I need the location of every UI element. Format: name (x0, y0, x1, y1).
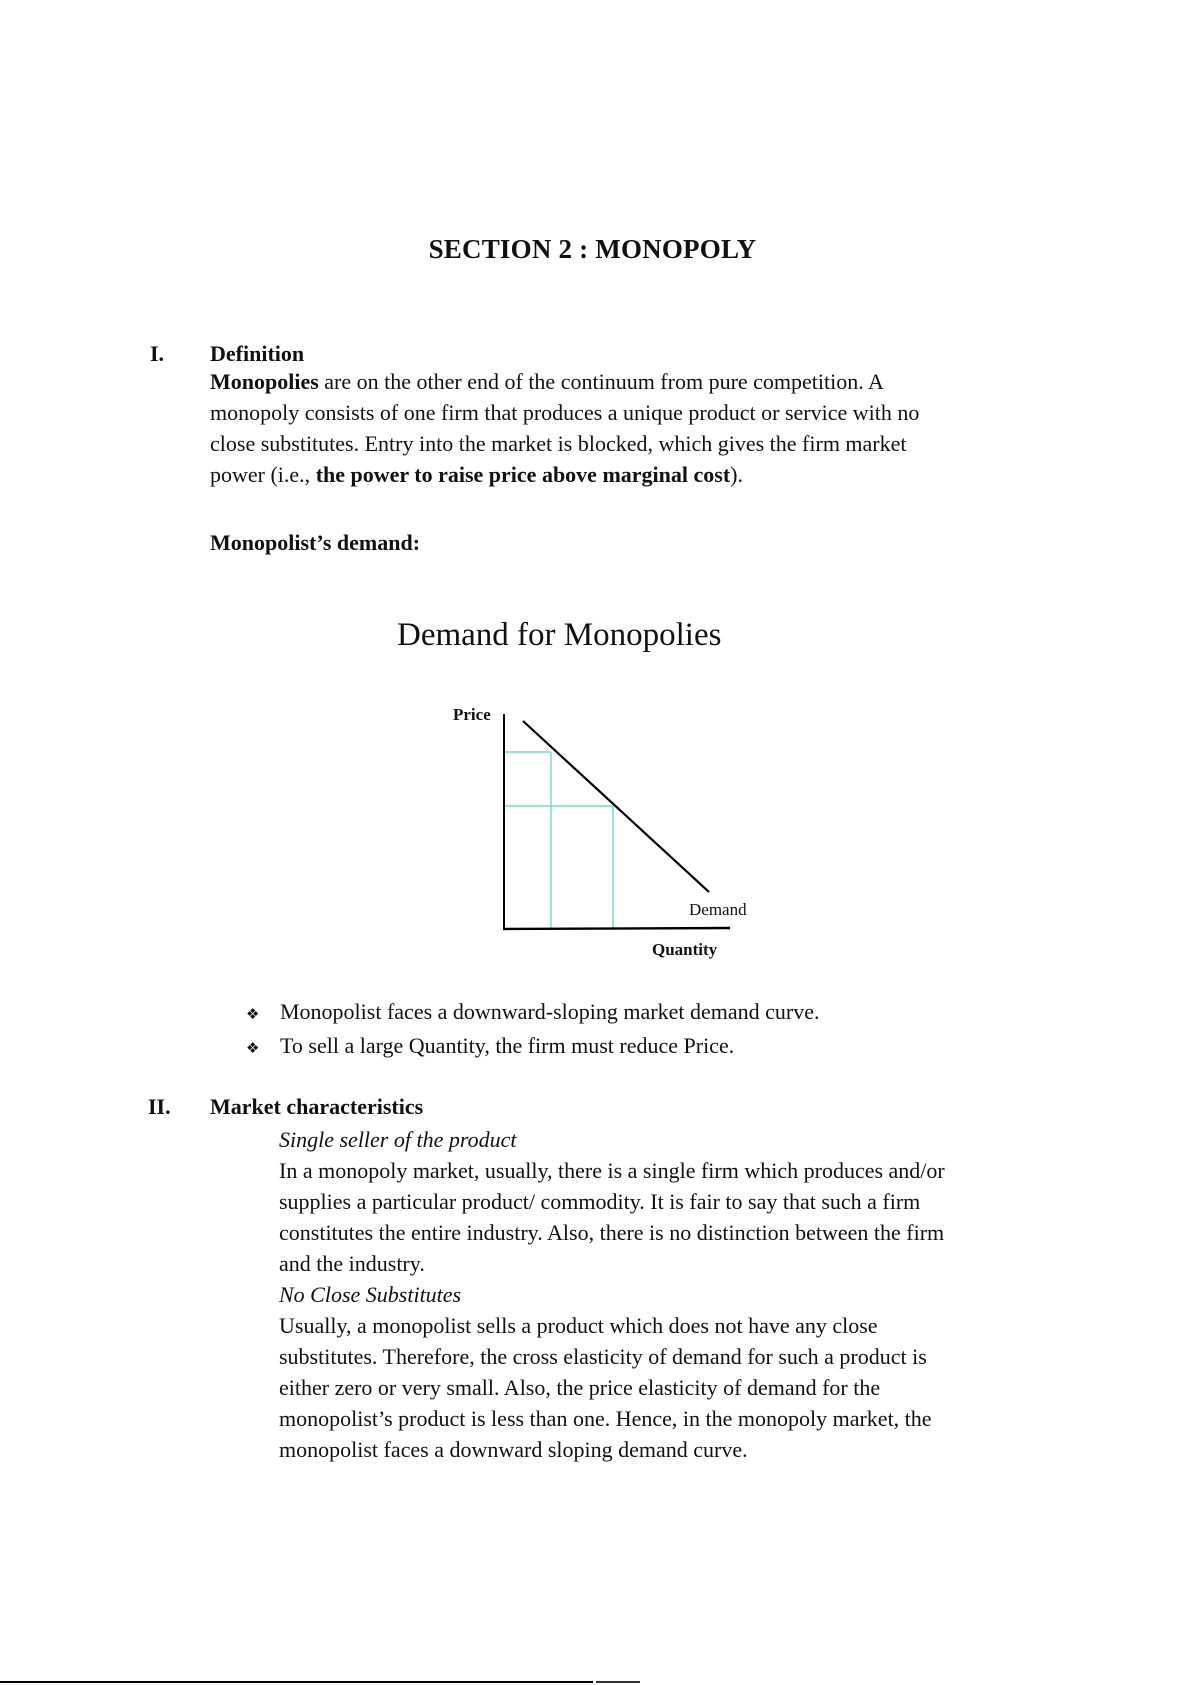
subheading-no-close-substitutes: No Close Substitutes (279, 1282, 462, 1307)
text-line: substitutes. Therefore, the cross elasticity of demand for such a product is (279, 1344, 927, 1369)
page-title: SECTION 2 : MONOPOLY (428, 234, 757, 264)
section-1-heading: Definition (210, 341, 305, 366)
definition-line-2: monopoly consists of one firm that produces a unique product or service with no (210, 400, 920, 425)
bullet-item (246, 1030, 819, 1064)
single-seller-paragraph (279, 1155, 1139, 1279)
four-diamond-bullet-icon: ❖ (246, 1005, 260, 1023)
demand-curve-label: Demand (689, 900, 747, 919)
four-diamond-bullet-icon: ❖ (246, 1039, 260, 1057)
x-axis (503, 928, 730, 929)
bullet-list (246, 996, 819, 1064)
no-close-substitutes-paragraph (279, 1310, 1139, 1465)
footer-mark (596, 1681, 640, 1683)
guide-lines (504, 752, 613, 928)
definition-paragraph (210, 366, 1110, 490)
bullet-item (246, 996, 819, 1030)
definition-line-1: are on the other end of the continuum from pure competition. A (318, 369, 884, 394)
market-power-definition: the power to raise price above marginal cost (315, 462, 731, 487)
section-2-heading: Market characteristics (210, 1094, 424, 1119)
definition-line-3: close substitutes. Entry into the market is blocked, which gives the firm market (210, 431, 907, 456)
demand-chart (440, 690, 780, 970)
x-axis-label: Quantity (652, 940, 718, 959)
text-line: monopolist’s product is less than one. Hence, in the monopoly market, the (279, 1406, 932, 1431)
text-line: supplies a particular product/ commodity. It is fair to say that such a firm (279, 1189, 921, 1214)
monopolies-term: Monopolies (210, 369, 319, 394)
text-line: monopolist faces a downward sloping demand curve. (279, 1437, 748, 1462)
bullet-text: Monopolist faces a downward-sloping market demand curve. (280, 999, 820, 1024)
market-characteristics-body (279, 1124, 1139, 1465)
text-line: In a monopoly market, usually, there is a single firm which produces and/or (279, 1158, 945, 1183)
monopolist-demand-label: Monopolist’s demand: (210, 530, 421, 555)
subheading-single-seller: Single seller of the product (279, 1127, 517, 1152)
definition-line-4: power (i.e., (210, 462, 316, 487)
bullet-text: To sell a large Quantity, the firm must reduce Price. (280, 1033, 735, 1058)
definition-line-4-end: ). (730, 462, 743, 487)
text-line: Usually, a monopolist sells a product which does not have any close (279, 1313, 878, 1338)
section-1-number: I. (150, 341, 165, 366)
section-2-number: II. (148, 1094, 171, 1119)
y-axis-label: Price (453, 705, 491, 724)
chart-title: Demand for Monopolies (397, 617, 722, 653)
footer-rule (0, 1681, 593, 1683)
text-line: either zero or very small. Also, the price elasticity of demand for the (279, 1375, 881, 1400)
text-line: constitutes the entire industry. Also, there is no distinction between the firm (279, 1220, 945, 1245)
text-line: and the industry. (279, 1251, 425, 1276)
